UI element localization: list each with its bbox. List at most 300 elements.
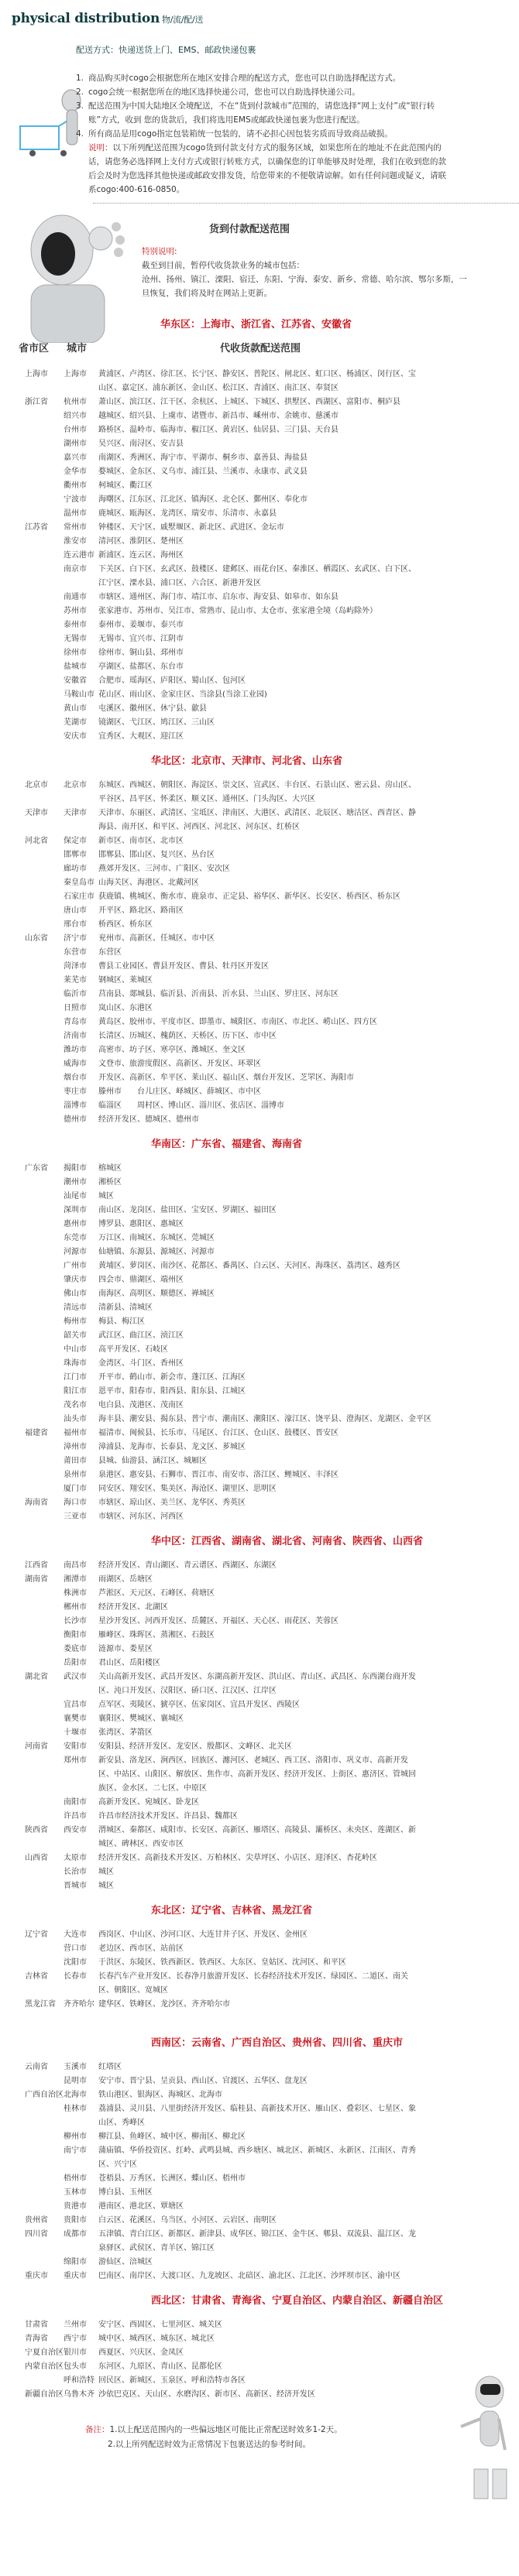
table-row <box>0 1016 519 1029</box>
note-item: 2. cogo会统一根据您所在的地区选择快递公司，您也可以自助选择快递公司。 <box>76 87 360 97</box>
province-cell <box>0 2200 64 2214</box>
city-cell: 齐齐哈尔 <box>64 2000 95 2009</box>
table-row <box>0 396 519 409</box>
table-row <box>0 730 519 744</box>
province-cell: 湖北省 <box>25 1673 48 1681</box>
table-row <box>0 1176 519 1190</box>
city-cell: 东莞市 <box>64 1234 87 1242</box>
districts-cell: 苍梧县、万秀区、长洲区、蝶山区、梧州市 <box>98 2174 246 2183</box>
province-cell <box>0 960 64 974</box>
city-cell: 成都市 <box>64 2230 87 2239</box>
city-cell: 德州市 <box>64 1115 87 1124</box>
explain-note: 说明：以下所列配送范围为cogo货到付款支付方式的服务区域，如果您所在的地址不在此范围内的话，请您务必选择网上支付方式或银行转账方式，以确保您的订单能够及时处理，我们在收到您的款后会及时为您选择其他快递或邮政安排发货，给您带来的不便敬请谅解。如有任何问题或疑义，请联系cogo:400-616-0850。 <box>88 143 446 194</box>
city-cell: 漳州市 <box>64 1443 87 1451</box>
table-row <box>0 2346 519 2360</box>
districts-cell: 东城区、西城区、朝阳区、海淀区、崇文区、宣武区、丰台区、石景山区、密云县、房山区、平谷区、昌平区、怀柔区、顺义区、通州区、门头沟区、大兴区 <box>98 781 416 803</box>
province-cell <box>0 688 64 702</box>
region-section <box>0 1530 519 1893</box>
districts-cell: 安宁市、晋宁县、呈贡县、西山区、官渡区、五华区、盘龙区 <box>98 2077 308 2085</box>
districts-cell: 清河区、淮阴区、楚州区 <box>98 537 184 546</box>
region-section <box>0 2032 519 2283</box>
region-section <box>0 1899 519 2012</box>
province-cell <box>0 605 64 618</box>
province-cell <box>0 1218 64 1231</box>
region-title: 东北区：辽宁省、吉林省、黑龙江省 <box>151 1905 313 1917</box>
districts-cell: 新安县、洛龙区、涧西区、回族区、瀍河区、老城区、西工区、洛阳市、巩义市、高新开发区、中站区、山阳区、解放区、焦作市、高新开发区、经济开发区、上街区、惠济区、管城回族区、金水区、二七区、中原区 <box>98 1756 416 1793</box>
table-row <box>0 1754 519 1796</box>
province-cell <box>0 1071 64 1085</box>
city-cell: 银川市 <box>64 2348 87 2357</box>
city-cell: 娄底市 <box>64 1645 87 1653</box>
table-row <box>0 591 519 605</box>
table-row <box>0 1218 519 1231</box>
province-cell: 山东省 <box>25 934 48 943</box>
table-row <box>0 2060 519 2074</box>
table-row <box>0 1942 519 1956</box>
note-item: 3. 配送范围为中国大陆地区全境配送，不在“货到付款城市”范围的，请您选择“网上支付”或“银行转账”方式，收到 您的货款后，我们将选用EMS或邮政快递包裹为您进行配送。 <box>76 101 435 125</box>
city-cell: 海口市 <box>64 1499 87 1507</box>
table-row <box>0 674 519 688</box>
table-row <box>0 1928 519 1942</box>
city-cell: 长沙市 <box>64 1617 87 1625</box>
table-row <box>0 2256 519 2269</box>
province-cell: 河北省 <box>25 837 48 845</box>
table-row <box>0 834 519 848</box>
city-cell: 常州市 <box>64 523 87 532</box>
table-row <box>0 1656 519 1670</box>
table-row <box>0 1002 519 1016</box>
footer-remarks: 备注：1.以上配送范围内的一些偏远地区可能比正常配送时效多1-2天。 2.以上所列配送时效为正常情况下包裹送达的参考时间。 <box>85 2425 342 2449</box>
province-cell <box>0 1865 64 1879</box>
province-cell <box>0 1656 64 1670</box>
city-cell: 呼和浩特 <box>64 2376 95 2385</box>
table-row <box>0 1043 519 1057</box>
province-cell <box>0 1587 64 1601</box>
districts-cell: 高平开发区、石岐区 <box>98 1345 168 1354</box>
header-range: 代收货款配送范围 <box>219 343 301 355</box>
table-row <box>0 1113 519 1127</box>
delivery-notes <box>76 71 448 197</box>
city-cell: 长治市 <box>64 1868 87 1876</box>
districts-cell: 市辖区、通州区、海门市、靖江市、启东市、海安县、如皋市、如东县 <box>98 593 339 601</box>
region-title: 华东区：上海市、浙江省、江苏省、安徽省 <box>160 319 352 331</box>
city-cell: 青岛市 <box>64 1018 87 1026</box>
districts-cell: 山海关区、海港区、北戴河区 <box>98 879 199 887</box>
province-cell <box>0 451 64 465</box>
table-row <box>0 1413 519 1427</box>
city-cell: 揭阳市 <box>64 1164 87 1173</box>
province-cell <box>0 2186 64 2200</box>
province-cell: 天津市 <box>25 809 48 817</box>
table-row <box>0 1440 519 1454</box>
city-cell: 佛山市 <box>64 1290 87 1298</box>
table-row <box>0 2318 519 2332</box>
districts-cell: 海丰县、潮安县、揭东县、普宁市、潮南区、潮阳区、濠江区、饶平县、澄海区、龙湖区、金平区 <box>98 1415 431 1423</box>
city-cell: 无锡市 <box>64 635 87 643</box>
districts-cell: 恩平市、阳春市、阳西县、阳东县、江城区 <box>98 1387 246 1396</box>
districts-cell: 星沙开发区、河西开发区、岳麓区、开福区、天心区、雨花区、芙蓉区 <box>98 1617 339 1625</box>
city-cell: 潍坊市 <box>64 1046 87 1054</box>
city-cell: 株洲市 <box>64 1589 87 1598</box>
table-row <box>0 632 519 646</box>
province-cell <box>0 2374 64 2388</box>
table-row <box>0 1427 519 1440</box>
delivery-method: 配送方式：快递送货上门、EMS、邮政快递包裹 <box>76 45 256 55</box>
table-row <box>0 1190 519 1204</box>
districts-cell: 黄埔区、萝岗区、南沙区、花都区、番禺区、白云区、天河区、海珠区、荔湾区、越秀区 <box>98 1262 400 1270</box>
table-row <box>0 1670 519 1698</box>
city-cell: 威海市 <box>64 1060 87 1068</box>
table-row <box>0 2360 519 2374</box>
districts-cell: 市辖区、河东区、河西区 <box>98 1512 184 1521</box>
province-cell: 黑龙江省 <box>25 2000 56 2009</box>
province-cell <box>0 1029 64 1043</box>
province-cell <box>0 1879 64 1893</box>
districts-cell: 开平区、路北区、路南区 <box>98 906 184 915</box>
city-cell: 晋城市 <box>64 1882 87 1890</box>
city-cell: 湘潭市 <box>64 1575 87 1584</box>
province-cell <box>0 1329 64 1343</box>
table-row <box>0 1273 519 1287</box>
province-cell <box>0 716 64 730</box>
table-row <box>0 2388 519 2402</box>
districts-cell: 海曙区、江东区、江北区、镇海区、北仑区、鄞州区、奉化市 <box>98 495 308 504</box>
province-cell <box>0 1057 64 1071</box>
districts-cell: 亭湖区、盐都区、东台市 <box>98 663 184 671</box>
table-row <box>0 918 519 932</box>
city-cell: 柳州市 <box>64 2132 87 2141</box>
city-cell: 北京市 <box>64 781 87 790</box>
districts-cell: 钢城区、莱城区 <box>98 976 153 985</box>
province-cell: 湖南省 <box>25 1575 48 1584</box>
table-row <box>0 646 519 660</box>
city-cell: 杭州市 <box>64 398 87 406</box>
city-cell: 莱芜市 <box>64 976 87 985</box>
province-cell: 山西省 <box>25 1854 48 1862</box>
explain-label: 说明： <box>88 143 113 152</box>
city-cell: 衢州市 <box>64 481 87 490</box>
table-row <box>0 1573 519 1587</box>
city-cell: 连云港市 <box>64 551 95 560</box>
city-cell: 徐州市 <box>64 649 87 657</box>
province-cell: 浙江省 <box>25 398 48 406</box>
districts-cell: 徐州市、铜山县、邳州市 <box>98 649 184 657</box>
table-row <box>0 1587 519 1601</box>
table-row <box>0 1559 519 1573</box>
districts-cell: 长清区、历城区、槐荫区、天桥区、历下区、市中区 <box>98 1032 277 1040</box>
districts-cell: 天津市、东丽区、武清区、宝坻区、津南区、大港区、武清区、北辰区、塘沽区、西青区、静海县、南开区、和平区、河西区、河北区、河东区、红桥区 <box>98 809 416 831</box>
city-cell: 岳阳市 <box>64 1659 87 1667</box>
table-row <box>0 688 519 702</box>
districts-cell: 南海区、高明区、顺德区、禅城区 <box>98 1290 215 1298</box>
districts-cell: 宜秀区、大观区、迎江区 <box>98 732 184 741</box>
city-cell: 梅州市 <box>64 1317 87 1326</box>
districts-cell: 泰州市、姜堰市、泰兴市 <box>98 621 184 629</box>
city-cell: 盐城市 <box>64 663 87 671</box>
region-title: 华中区：江西省、湖南省、湖北省、河南省、陕西省、山西省 <box>151 1536 424 1547</box>
city-cell: 清远市 <box>64 1303 87 1312</box>
districts-cell: 获鹿镇、桃城区、衡水市、鹿泉市、正定县、裕华区、新华区、长安区、桥西区、桥东区 <box>98 892 400 901</box>
districts-cell: 市辖区、琼山区、美兰区、龙华区、秀英区 <box>98 1499 246 1507</box>
city-cell: 东营市 <box>64 948 87 957</box>
remark-label: 备注： <box>85 2425 110 2434</box>
city-cell: 泰州市 <box>64 621 87 629</box>
districts-cell: 西岗区、中山区、沙河口区、大连甘井子区、开发区、金州区 <box>98 1930 308 1939</box>
table-row <box>0 2186 519 2200</box>
city-cell: 桂林市 <box>64 2105 87 2113</box>
table-row <box>0 660 519 674</box>
province-cell <box>0 702 64 716</box>
table-row <box>0 1204 519 1218</box>
city-cell: 包头市 <box>64 2362 87 2371</box>
province-cell <box>0 1231 64 1245</box>
table-row <box>0 1998 519 2012</box>
districts-cell: 同安区、翔安区、集美区、海沧区、湖里区、思明区 <box>98 1485 277 1493</box>
districts-cell: 合肥市、瑶海区、庐阳区、蜀山区、包河区 <box>98 677 246 685</box>
province-cell: 内蒙自治区 <box>25 2362 64 2371</box>
province-cell: 贵州省 <box>25 2216 48 2225</box>
table-row <box>0 1865 519 1879</box>
city-cell: 肇庆市 <box>64 1276 87 1284</box>
districts-cell: 柳江县、鱼峰区、城中区、柳南区、柳北区 <box>98 2132 246 2141</box>
province-cell <box>0 646 64 660</box>
table-row <box>0 1329 519 1343</box>
province-cell: 江苏省 <box>25 523 48 532</box>
table-row <box>0 1601 519 1615</box>
table-row <box>0 605 519 618</box>
city-cell: 宁波市 <box>64 495 87 504</box>
province-cell <box>0 1601 64 1615</box>
districts-cell: 无锡市、宜兴市、江阴市 <box>98 635 184 643</box>
table-row <box>0 1496 519 1510</box>
districts-cell: 清新县、清城区 <box>98 1303 153 1312</box>
districts-cell: 游仙区、涪城区 <box>98 2258 153 2266</box>
province-cell <box>0 1413 64 1427</box>
table-row <box>0 2332 519 2346</box>
city-cell: 河源市 <box>64 1248 87 1256</box>
province-cell <box>0 918 64 932</box>
table-row <box>0 1454 519 1468</box>
table-row <box>0 1029 519 1043</box>
districts-cell: 婺城区、金东区、义乌市、浦江县、兰溪市、永康市、武义县 <box>98 468 308 476</box>
city-cell: 邯郸市 <box>64 851 87 859</box>
city-cell: 淄博市 <box>64 1101 87 1110</box>
table-row <box>0 1343 519 1357</box>
province-cell <box>0 479 64 493</box>
districts-cell: 黄岛区、胶州市、平度市区、即墨市、城阳区、市南区、市北区、崂山区、四方区 <box>98 1018 377 1026</box>
city-cell: 郑州市 <box>64 1756 87 1765</box>
table-row <box>0 1810 519 1824</box>
districts-cell: 新市区、南市区、北市区 <box>98 837 184 845</box>
districts-cell: 点军区、夷陵区、猇亭区、伍家岗区、宜昌开发区、西陵区 <box>98 1701 300 1709</box>
city-cell: 石家庄市 <box>64 892 95 901</box>
table-row <box>0 1259 519 1273</box>
region-section <box>0 313 519 744</box>
table-row <box>0 618 519 632</box>
table-row <box>0 2172 519 2186</box>
city-cell: 绵阳市 <box>64 2258 87 2266</box>
table-row <box>0 1399 519 1413</box>
districts-cell: 老边区、西市区、站前区 <box>98 1944 184 1953</box>
table-row <box>0 2102 519 2130</box>
city-cell: 马鞍山市 <box>64 690 95 699</box>
province-cell <box>0 1343 64 1357</box>
province-cell <box>0 1385 64 1399</box>
city-cell: 南京市 <box>64 565 87 574</box>
province-cell <box>0 2172 64 2186</box>
province-cell <box>0 1698 64 1712</box>
districts-cell: 红塔区 <box>98 2063 122 2071</box>
districts-cell: 安宁区、西固区、七里河区、城关区 <box>98 2321 222 2329</box>
districts-cell: 南湖区、秀洲区、海宁市、平湖市、桐乡市、嘉善县、海盐县 <box>98 454 308 462</box>
province-cell <box>0 423 64 437</box>
province-cell <box>0 1204 64 1218</box>
districts-cell: 桥西区、桥东区 <box>98 920 153 929</box>
city-cell: 长春市 <box>64 1972 87 1981</box>
table-row <box>0 1643 519 1656</box>
districts-cell: 关山高新开发区、武昌开发区、东湖高新开发区、洪山区、青山区、武昌区、东西湖台商开发区、沌口开发区、汉阳区、硚口区、江汉区、江岸区 <box>98 1673 416 1695</box>
city-cell: 茂名市 <box>64 1401 87 1410</box>
special-notice: 特别说明: 截至到目前，暂停代收货款业务的城市包括： 沧州、扬州、镇江、溧阳、宿迁、东阳、宁海、泰安、新乡、常德、哈尔滨、鄂尔多斯，一旦恢复，我们将及时在网站上更新。 <box>142 245 467 300</box>
districts-cell: 高新开发区、宛城区、卧龙区 <box>98 1798 199 1807</box>
table-row <box>0 493 519 507</box>
table-row <box>0 974 519 988</box>
city-cell: 许昌市 <box>64 1812 87 1821</box>
province-cell: 广西自治区 <box>25 2091 64 2099</box>
table-row <box>0 1357 519 1371</box>
districts-cell: 回民区、新城区、玉泉区、呼和浩特市各区 <box>98 2376 246 2385</box>
districts-cell: 城区 <box>98 1192 114 1201</box>
city-cell: 北海市 <box>64 2091 87 2099</box>
districts-cell: 金湾区、斗门区、香州区 <box>98 1359 184 1368</box>
districts-cell: 四会市、鼎湖区、端州区 <box>98 1276 184 1284</box>
city-cell: 襄樊市 <box>64 1714 87 1723</box>
districts-cell: 新浦区、连云区、海州区 <box>98 551 184 560</box>
province-cell: 北京市 <box>25 781 48 790</box>
city-cell: 贵阳市 <box>64 2216 87 2225</box>
province-cell <box>0 890 64 904</box>
districts-cell: 君山区、岳阳楼区 <box>98 1659 160 1667</box>
districts-cell: 临淄区 周村区、博山区、淄川区、张店区、淄博市 <box>98 1101 284 1110</box>
districts-cell: 武江区、曲江区、浈江区 <box>98 1331 184 1340</box>
districts-cell: 黄浦区、卢湾区、徐汇区、长宁区、静安区、普陀区、闸北区、虹口区、杨浦区、闵行区、宝山区、嘉定区、浦东新区、金山区、松江区、青浦区、南汇区、奉贤区 <box>98 370 416 392</box>
table-row <box>0 1071 519 1085</box>
region-title: 西北区：甘肃省、青海省、宁夏自治区、内蒙自治区、新疆自治区 <box>151 2295 444 2307</box>
table-row <box>0 1085 519 1099</box>
divider <box>93 203 519 204</box>
province-cell <box>0 1454 64 1468</box>
city-cell: 日照市 <box>64 1004 87 1012</box>
province-cell <box>0 1482 64 1496</box>
districts-cell: 邯郸县、邯山区、复兴区、丛台区 <box>98 851 215 859</box>
districts-cell: 泉港区、惠安县、石狮市、晋江市、南安市、洛江区、鲤城区、丰泽区 <box>98 1471 339 1479</box>
province-cell <box>0 618 64 632</box>
city-cell: 汕尾市 <box>64 1192 87 1201</box>
city-cell: 南宁市 <box>64 2146 87 2155</box>
districts-cell: 柯城区、衢江区 <box>98 481 153 490</box>
table-row <box>0 1099 519 1113</box>
table-row <box>0 1231 519 1245</box>
table-row <box>0 423 519 437</box>
districts-cell: 东河区、九原区、青山区、昆都伦区 <box>98 2362 222 2371</box>
province-cell: 上海市 <box>25 370 48 379</box>
city-cell: 济南市 <box>64 1032 87 1040</box>
city-cell: 衡阳市 <box>64 1631 87 1639</box>
region-title: 华南区：广东省、福建省、海南省 <box>151 1139 303 1150</box>
table-row <box>0 1629 519 1643</box>
province-cell <box>0 876 64 890</box>
province-cell <box>0 535 64 549</box>
table-row <box>0 1371 519 1385</box>
province-cell <box>0 1399 64 1413</box>
districts-cell: 兖州市、高新区、任城区、市中区 <box>98 934 215 943</box>
districts-cell: 钟楼区、天宁区、戚墅堰区、新北区、武进区、金坛市 <box>98 523 284 532</box>
city-cell: 武汉市 <box>64 1673 87 1681</box>
districts-cell: 经济开发区、北湖区 <box>98 1603 168 1612</box>
districts-cell: 襄阳区、樊城区、襄城区 <box>98 1714 184 1723</box>
districts-cell: 燕郊开发区、三河市、广阳区、安次区 <box>98 865 230 873</box>
province-cell <box>0 974 64 988</box>
province-cell <box>0 848 64 862</box>
table-row <box>0 368 519 396</box>
province-cell <box>0 1956 64 1970</box>
title-english: physical distribution <box>12 11 160 26</box>
province-cell <box>0 730 64 744</box>
city-cell: 唐山市 <box>64 906 87 915</box>
province-cell <box>0 1510 64 1524</box>
table-row <box>0 465 519 479</box>
province-cell <box>0 507 64 521</box>
districts-cell: 博白县、玉州区 <box>98 2188 153 2197</box>
city-cell: 黄山市 <box>64 704 87 713</box>
city-cell: 嘉兴市 <box>64 454 87 462</box>
city-cell: 乌鲁木齐 <box>64 2390 95 2399</box>
city-cell: 重庆市 <box>64 2272 87 2280</box>
city-cell: 苏州市 <box>64 607 87 615</box>
city-cell: 天津市 <box>64 809 87 817</box>
table-row <box>0 521 519 535</box>
table-row <box>0 1824 519 1852</box>
table-row <box>0 2144 519 2172</box>
districts-cell: 南山区、龙岗区、盐田区、宝安区、罗湖区、福田区 <box>98 1206 277 1214</box>
districts-cell: 雁峰区、珠晖区、蒸湘区、石鼓区 <box>98 1631 215 1639</box>
districts-cell: 万江区、南城区、东城区、莞城区 <box>98 1234 215 1242</box>
table-row <box>0 716 519 730</box>
districts-cell: 渭城区、秦都区、咸阳市、长安区、高新区、雁塔区、高陵县、灞桥区、未央区、莲湖区、新城区、碑林区、西安市区 <box>98 1826 416 1848</box>
province-cell <box>0 1245 64 1259</box>
districts-cell: 湘桥区 <box>98 1178 122 1187</box>
city-cell: 厦门市 <box>64 1485 87 1493</box>
city-cell: 邢台市 <box>64 920 87 929</box>
districts-cell: 巴南区、南岸区、大渡口区、九龙坡区、北碚区、渝北区、江北区、沙坪坝市区、渝中区 <box>98 2272 400 2280</box>
districts-cell: 花山区、雨山区、金家庄区、当涂县(当涂工业园) <box>98 690 267 699</box>
province-cell <box>0 1043 64 1057</box>
city-cell: 阳江市 <box>64 1387 87 1396</box>
province-cell: 福建省 <box>25 1429 48 1437</box>
province-cell: 吉林省 <box>25 1972 48 1981</box>
province-cell <box>0 2102 64 2130</box>
city-cell: 临沂市 <box>64 990 87 999</box>
city-cell: 台州市 <box>64 426 87 434</box>
province-cell <box>0 1629 64 1643</box>
districts-cell: 漳浦县、龙海市、长泰县、龙文区、芗城区 <box>98 1443 246 1451</box>
districts-cell: 经济开发区、高新技术开发区、万柏林区、尖草坪区、小店区、迎泽区、杏花岭区 <box>98 1854 377 1862</box>
note-item: 4. 所有商品是用cogo指定包装箱统一包装的，请不必担心因包装劣质而导致商品破损。 <box>76 129 393 139</box>
province-cell <box>0 1002 64 1016</box>
districts-cell: 越城区、绍兴县、上虞市、诸暨市、新昌市、嵊州市、余姚市、慈溪市 <box>98 412 339 420</box>
table-row <box>0 479 519 493</box>
province-cell <box>0 862 64 876</box>
